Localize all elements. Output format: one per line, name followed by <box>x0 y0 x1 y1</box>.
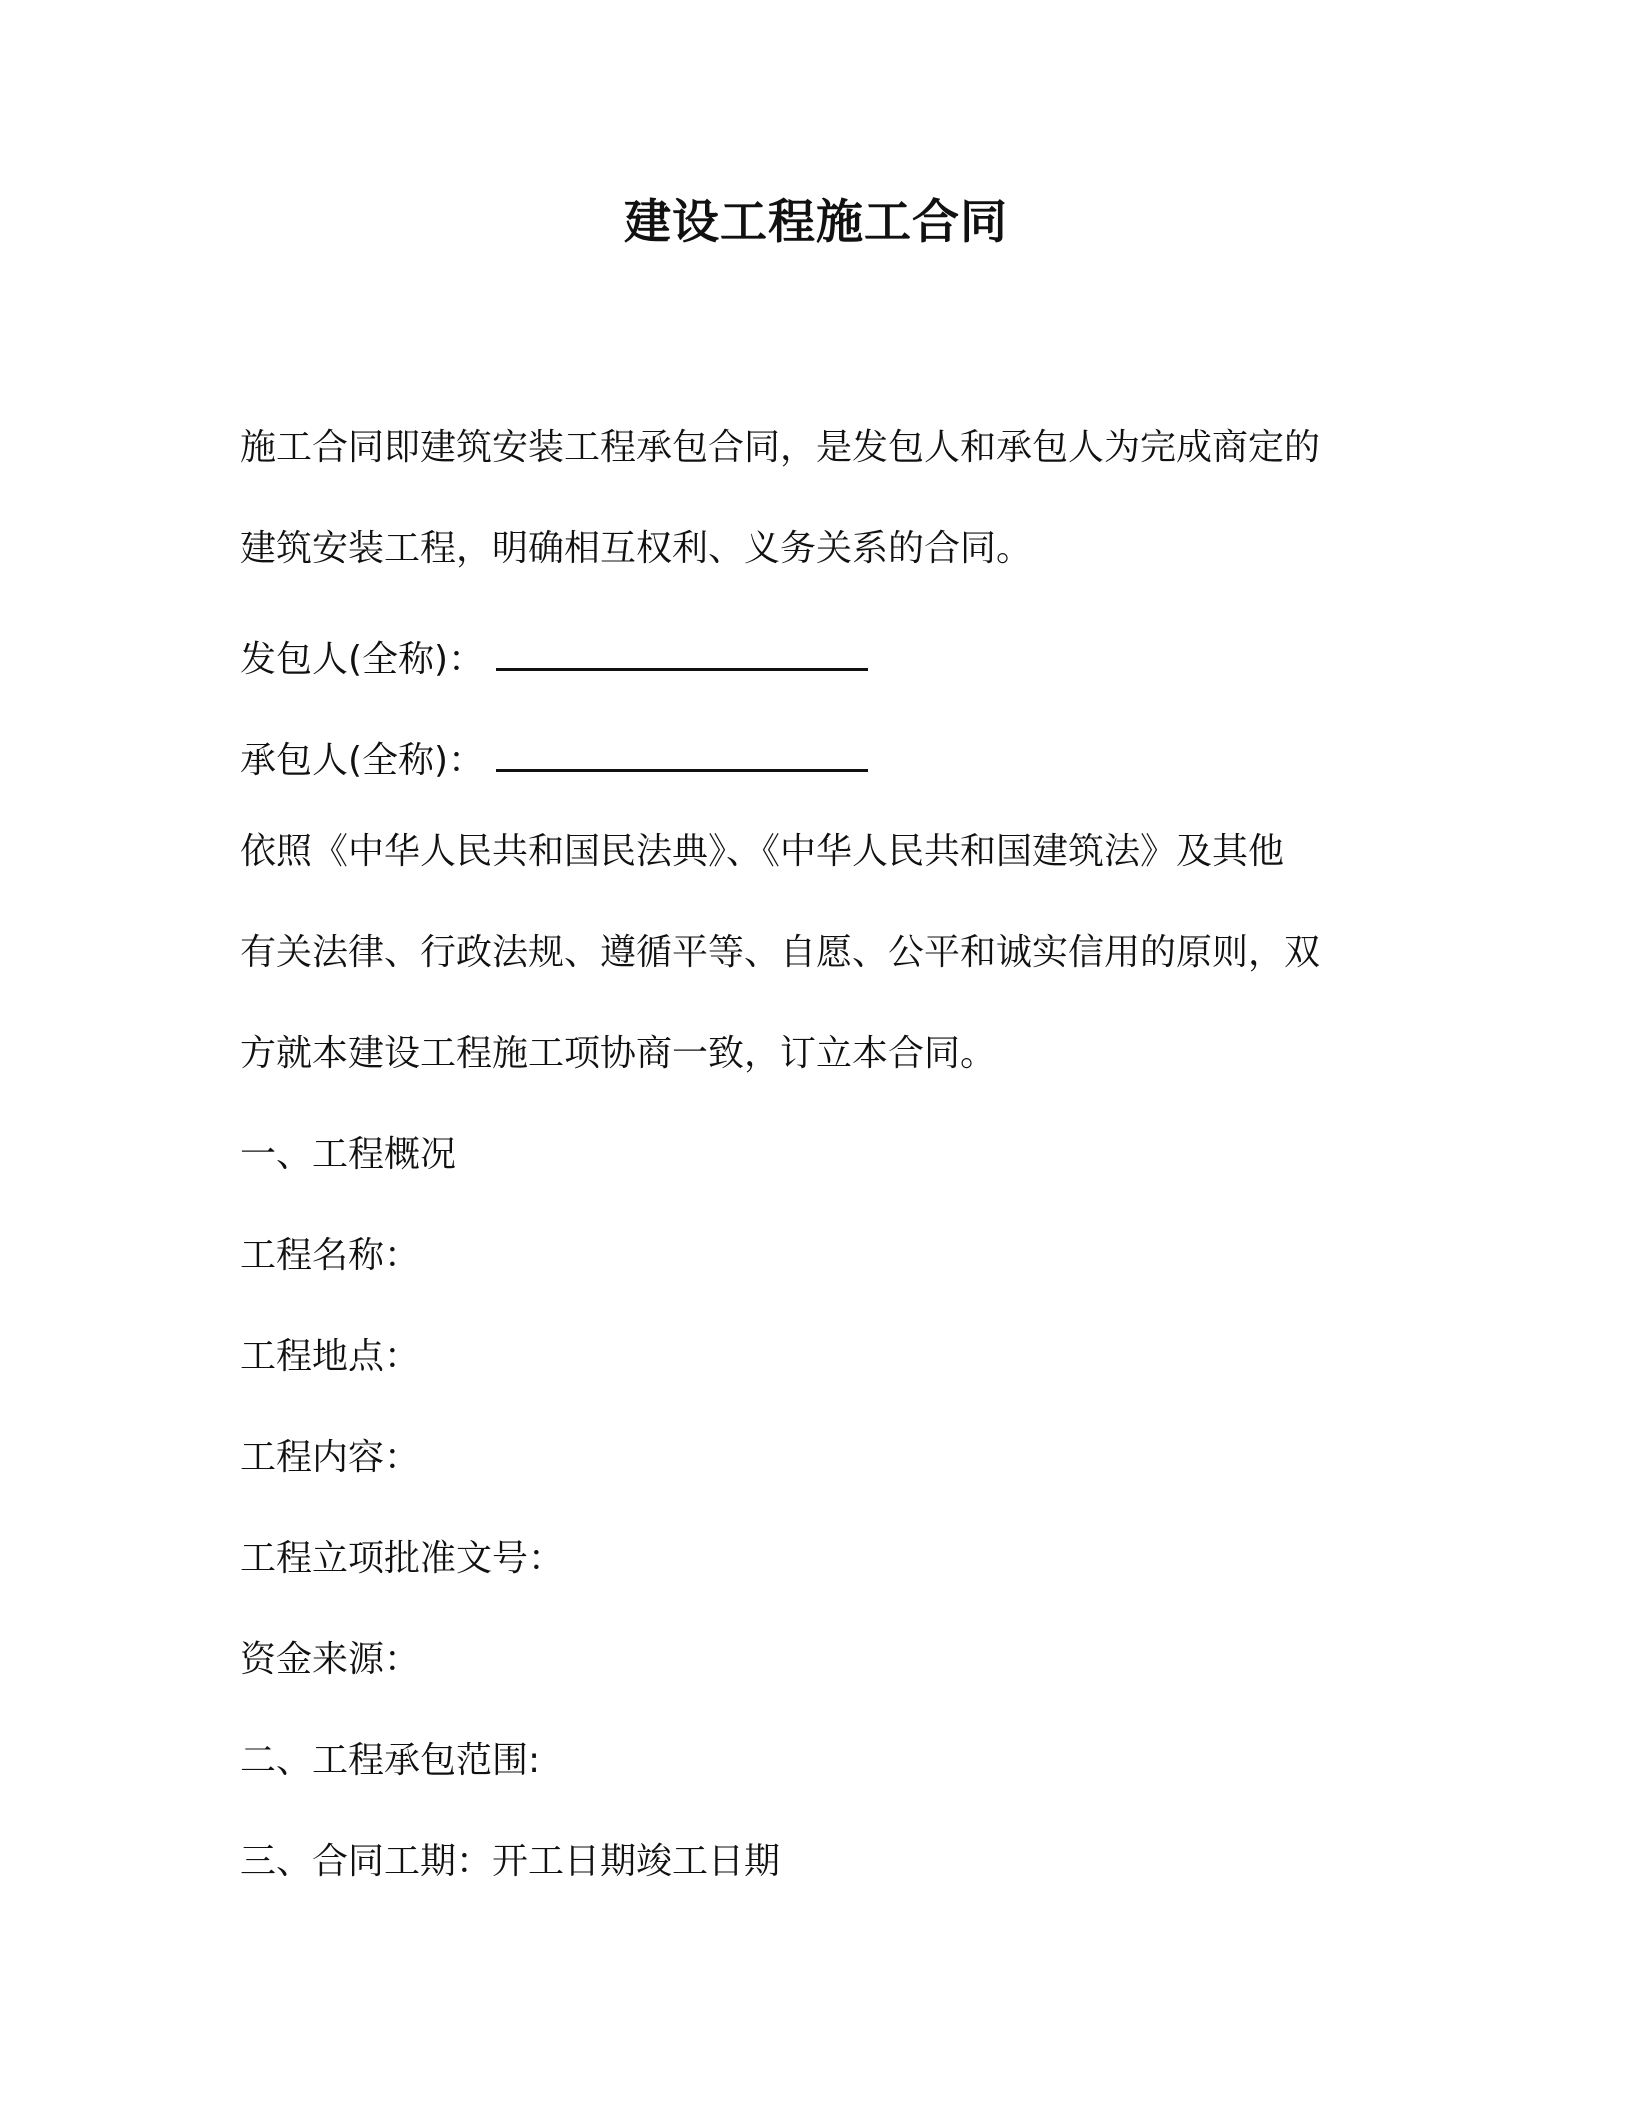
intro-line-2: 建筑安装工程，明确相互权利、义务关系的合同。 <box>240 528 1033 569</box>
field-project-content: 工程内容： <box>240 1437 421 1478</box>
contractor-label: 承包人(全称)： <box>240 740 485 781</box>
contractor-row <box>240 721 1355 822</box>
basis-line-1: 依照《中华人民共和国民法典》、《中华人民共和国建筑法》及其他 <box>240 831 1285 872</box>
section-2-heading: 二、工程承包范围: <box>240 1740 541 1781</box>
basis-line-3: 方就本建设工程施工项协商一致，订立本合同。 <box>240 1033 997 1074</box>
employer-row <box>240 620 1355 721</box>
employer-name-blank[interactable] <box>496 620 868 671</box>
intro-line-1: 施工合同即建筑安装工程承包合同，是发包人和承包人为完成商定的 <box>240 427 1321 468</box>
basis-line-2: 有关法律、行政法规、遵循平等、自愿、公平和诚实信用的原则，双 <box>240 932 1321 973</box>
employer-label: 发包人(全称)： <box>240 639 485 680</box>
field-approval-number: 工程立项批准文号： <box>240 1538 565 1579</box>
section-1-heading: 一、工程概况 <box>240 1134 457 1175</box>
contractor-name-blank[interactable] <box>496 721 868 772</box>
field-project-name: 工程名称： <box>240 1235 421 1276</box>
field-funding-source: 资金来源： <box>240 1639 421 1680</box>
section-3-heading: 三、合同工期：开工日期竣工日期 <box>240 1841 781 1882</box>
document-body <box>240 418 1355 1933</box>
field-project-location: 工程地点： <box>240 1336 421 1377</box>
document-title: 建设工程施工合同 <box>624 195 1008 250</box>
